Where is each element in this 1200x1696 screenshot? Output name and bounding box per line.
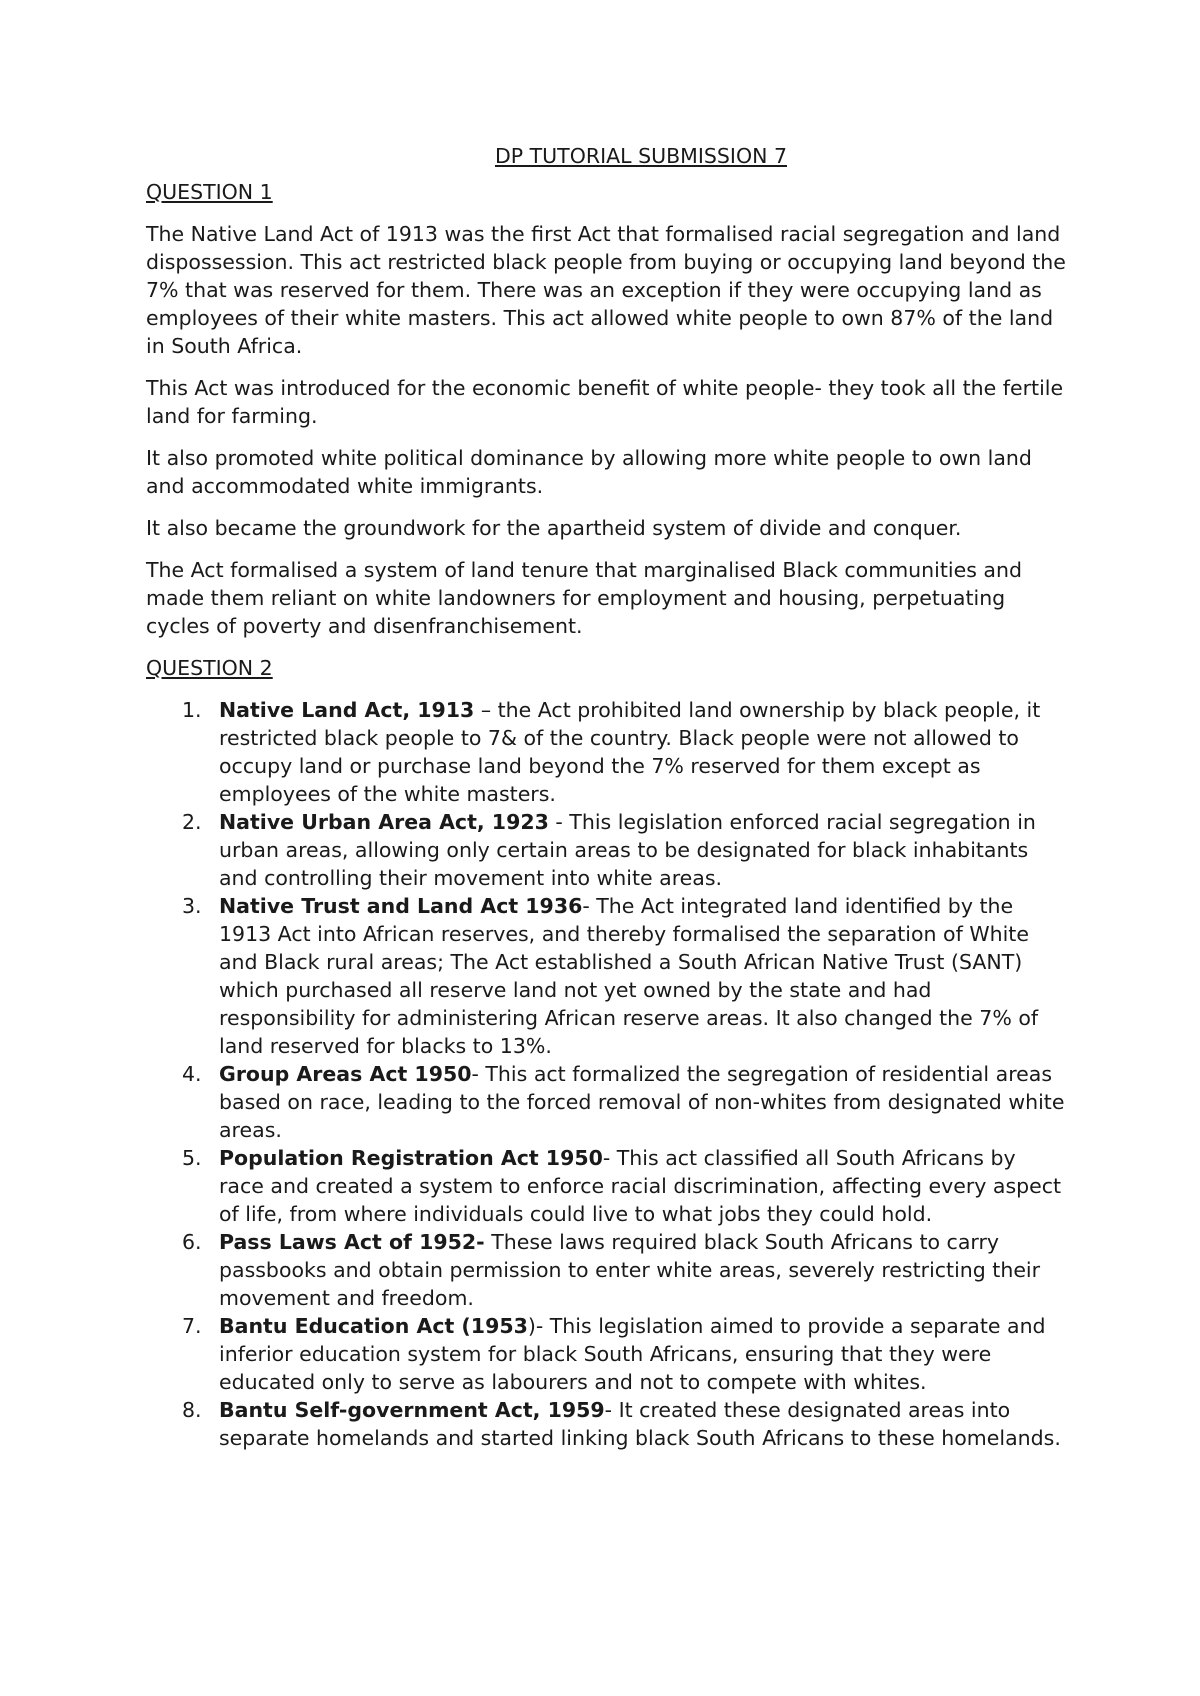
list-item-number: 3. bbox=[182, 894, 202, 918]
question-2-heading: QUESTION 2 bbox=[146, 656, 273, 680]
act-name: Native Urban Area Act, 1923 bbox=[219, 810, 549, 834]
list-item bbox=[146, 1060, 1066, 1144]
act-description: – the Act prohibited land ownership by black people, it restricted black people to 7& of the country. Black people were not allowed to occupy land or purchase land beyond the 7% reserved for them except as employees of the white masters. bbox=[219, 698, 1041, 806]
act-description: )- This legislation aimed to provide a separate and inferior education system for black South Africans, ensuring that they were educated only to serve as labourers and not to compete with whites. bbox=[219, 1314, 1046, 1394]
question-1-paragraph: The Act formalised a system of land tenure that marginalised Black communities and made them reliant on white landowners for employment and housing, perpetuating cycles of poverty and disenfranchisement. bbox=[146, 558, 1022, 638]
list-item-number: 5. bbox=[182, 1146, 202, 1170]
acts-list bbox=[146, 696, 1066, 1452]
document-page bbox=[146, 142, 1066, 1452]
question-1-heading: QUESTION 1 bbox=[146, 180, 273, 204]
list-item-number: 1. bbox=[182, 698, 202, 722]
list-item-number: 2. bbox=[182, 810, 202, 834]
question-1-body bbox=[146, 220, 1066, 640]
list-item bbox=[146, 1228, 1066, 1312]
act-description: - The Act integrated land identified by the 1913 Act into African reserves, and thereby formalised the separation of White and Black rural areas; The Act established a South African Native Trust (SANT) which purchased all reserve land not yet owned by the state and had responsibility for administering African reserve areas. It also changed the 7% of land reserved for blacks to 13%. bbox=[219, 894, 1039, 1058]
act-name: Native Trust and Land Act 1936 bbox=[219, 894, 583, 918]
document-title: DP TUTORIAL SUBMISSION 7 bbox=[494, 144, 787, 168]
question-1-paragraph: It also promoted white political dominance by allowing more white people to own land and accommodated white immigrants. bbox=[146, 446, 1032, 498]
list-item bbox=[146, 1396, 1066, 1452]
list-item-number: 7. bbox=[182, 1314, 202, 1338]
act-name: Native Land Act, 1913 bbox=[219, 698, 475, 722]
list-item bbox=[146, 1312, 1066, 1396]
act-description: These laws required black South Africans to carry passbooks and obtain permission to enter white areas, severely restricting their movement and freedom. bbox=[219, 1230, 1041, 1310]
act-name: Bantu Self-government Act, 1959 bbox=[219, 1398, 605, 1422]
list-item bbox=[146, 1144, 1066, 1228]
question-1-paragraph: This Act was introduced for the economic benefit of white people- they took all the fertile land for farming. bbox=[146, 376, 1064, 428]
list-item-number: 8. bbox=[182, 1398, 202, 1422]
act-name: Group Areas Act 1950 bbox=[219, 1062, 472, 1086]
question-1-paragraph: The Native Land Act of 1913 was the first Act that formalised racial segregation and land dispossession. This act restricted black people from buying or occupying land beyond the 7% that was reserved for them. There was an exception if they were occupying land as employees of their white masters. This act allowed white people to own 87% of the land in South Africa. bbox=[146, 222, 1066, 358]
list-item bbox=[146, 892, 1066, 1060]
act-name: Population Registration Act 1950 bbox=[219, 1146, 603, 1170]
list-item-number: 4. bbox=[182, 1062, 202, 1086]
question-1-paragraph: It also became the groundwork for the apartheid system of divide and conquer. bbox=[146, 516, 962, 540]
list-item-number: 6. bbox=[182, 1230, 202, 1254]
list-item bbox=[146, 696, 1066, 808]
act-description: - This act formalized the segregation of residential areas based on race, leading to the forced removal of non-whites from designated white areas. bbox=[219, 1062, 1065, 1142]
act-name: Pass Laws Act of 1952- bbox=[219, 1230, 485, 1254]
act-description: - This legislation enforced racial segregation in urban areas, allowing only certain areas to be designated for black inhabitants and controlling their movement into white areas. bbox=[219, 810, 1036, 890]
list-item bbox=[146, 808, 1066, 892]
act-description: - This act classified all South Africans by race and created a system to enforce racial discrimination, affecting every aspect of life, from where individuals could live to what jobs they could hold. bbox=[219, 1146, 1062, 1226]
act-name: Bantu Education Act (1953 bbox=[219, 1314, 528, 1338]
act-description: - It created these designated areas into separate homelands and started linking black South Africans to these homelands. bbox=[219, 1398, 1061, 1450]
